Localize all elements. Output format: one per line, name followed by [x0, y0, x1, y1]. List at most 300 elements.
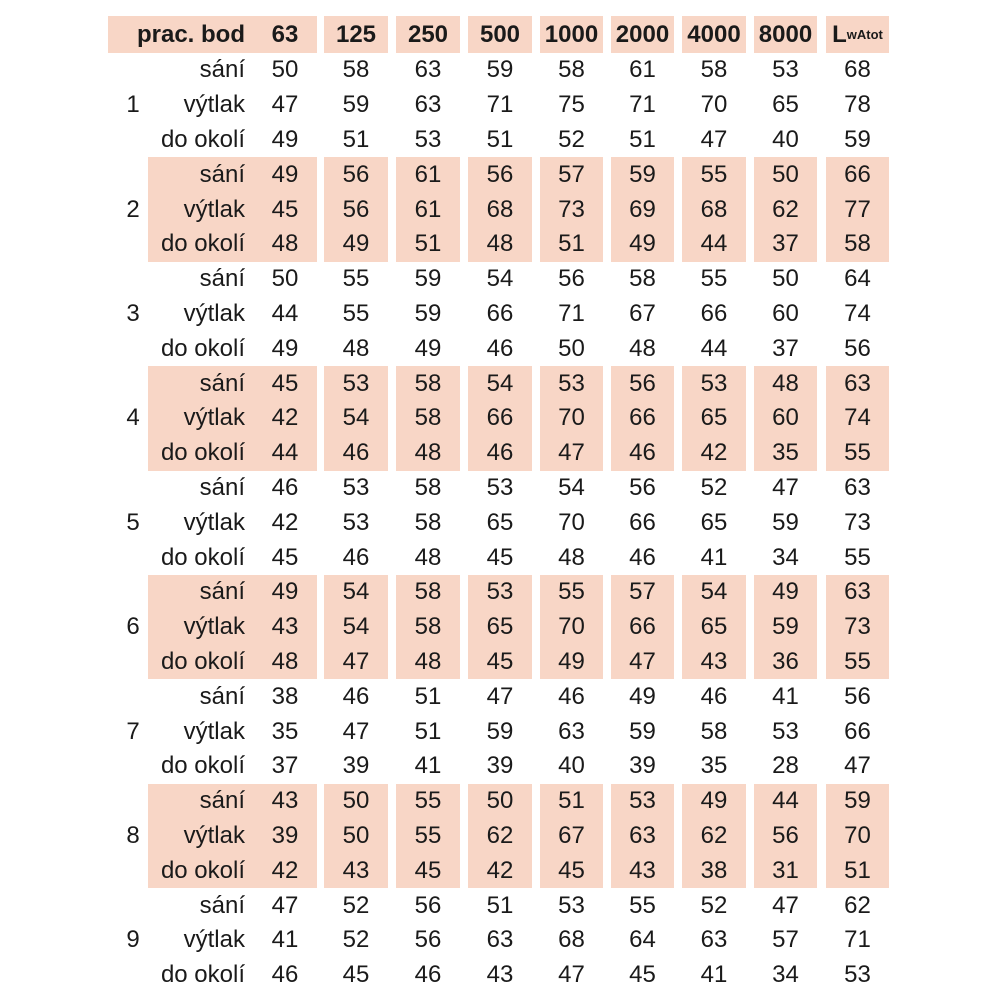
- value-cell: 50: [772, 265, 799, 293]
- table-row: [108, 819, 895, 854]
- value-cell: 59: [414, 299, 442, 327]
- table-row: [108, 645, 895, 680]
- value-cell: 51: [629, 125, 656, 153]
- value-cell: 51: [540, 784, 603, 819]
- value-cell: 57: [772, 926, 799, 954]
- noise-table: [108, 16, 895, 993]
- table-row: [108, 679, 895, 714]
- point-number: 9: [126, 926, 140, 954]
- value-cell: 40: [558, 752, 585, 780]
- value-cell: 50: [558, 334, 585, 362]
- value-cell: 71: [629, 91, 656, 119]
- value-cell: 53: [486, 473, 514, 501]
- row-label: do okolí: [160, 125, 245, 153]
- value-cell: 46: [611, 436, 674, 471]
- table-row: [108, 888, 895, 923]
- total-value-cell: 73: [844, 508, 871, 536]
- value-cell: 63: [558, 717, 585, 745]
- table-row: [108, 505, 895, 540]
- value-cell: 43: [253, 784, 317, 819]
- value-cell: 56: [324, 157, 388, 192]
- value-cell: 48: [468, 227, 532, 262]
- value-cell: 41: [414, 752, 442, 780]
- total-value-cell: 77: [826, 192, 889, 227]
- total-value-cell: 47: [844, 752, 871, 780]
- row-label: sání: [199, 682, 245, 710]
- value-cell: 68: [558, 926, 585, 954]
- row-label: sání: [199, 265, 245, 293]
- value-cell: 53: [468, 575, 532, 610]
- row-label: výtlak: [183, 404, 245, 432]
- total-value-cell: 62: [844, 891, 871, 919]
- row-label: do okolí: [160, 961, 245, 989]
- value-cell: 66: [629, 508, 656, 536]
- value-cell: 46: [700, 682, 728, 710]
- value-cell: 50: [271, 265, 299, 293]
- table-row: [108, 331, 895, 366]
- row-label: výtlak: [183, 717, 245, 745]
- value-cell: 46: [629, 543, 656, 571]
- value-cell: 39: [253, 819, 317, 854]
- total-value-cell: 58: [826, 227, 889, 262]
- value-cell: 59: [414, 265, 442, 293]
- table-row: [108, 575, 895, 610]
- value-cell: 46: [558, 682, 585, 710]
- value-cell: 53: [772, 56, 799, 84]
- value-cell: 45: [271, 543, 299, 571]
- table-row: [108, 958, 895, 993]
- table-row: [108, 88, 895, 123]
- table-row: [108, 610, 895, 645]
- value-cell: 52: [342, 926, 370, 954]
- value-cell: 52: [558, 125, 585, 153]
- value-cell: 66: [611, 610, 674, 645]
- value-cell: 50: [271, 56, 299, 84]
- value-cell: 45: [629, 961, 656, 989]
- value-cell: 73: [540, 192, 603, 227]
- value-cell: 63: [611, 819, 674, 854]
- row-label: sání: [199, 891, 245, 919]
- value-cell: 49: [271, 334, 299, 362]
- value-cell: 49: [540, 645, 603, 680]
- value-cell: 55: [540, 575, 603, 610]
- total-value-cell: 71: [844, 926, 871, 954]
- value-cell: 41: [772, 682, 799, 710]
- total-value-cell: 51: [826, 853, 889, 888]
- value-cell: 48: [629, 334, 656, 362]
- value-cell: 71: [486, 91, 514, 119]
- row-label: do okolí: [160, 230, 245, 258]
- value-cell: 63: [486, 926, 514, 954]
- value-cell: 58: [414, 508, 442, 536]
- value-cell: 47: [772, 891, 799, 919]
- value-cell: 49: [271, 125, 299, 153]
- value-cell: 48: [342, 334, 370, 362]
- value-cell: 56: [324, 192, 388, 227]
- table-row: [108, 227, 895, 262]
- value-cell: 61: [629, 56, 656, 84]
- value-cell: 56: [629, 473, 656, 501]
- value-cell: 49: [253, 157, 317, 192]
- value-cell: 62: [682, 819, 746, 854]
- value-cell: 47: [700, 125, 728, 153]
- value-cell: 47: [772, 473, 799, 501]
- value-cell: 49: [682, 784, 746, 819]
- row-label: sání: [199, 369, 245, 397]
- value-cell: 57: [540, 157, 603, 192]
- value-cell: 45: [468, 645, 532, 680]
- value-cell: 45: [342, 961, 370, 989]
- row-label: do okolí: [160, 439, 245, 467]
- row-label: sání: [199, 473, 245, 501]
- value-cell: 43: [682, 645, 746, 680]
- value-cell: 51: [414, 717, 442, 745]
- row-label: výtlak: [183, 299, 245, 327]
- value-cell: 65: [682, 401, 746, 436]
- value-cell: 63: [700, 926, 728, 954]
- value-cell: 65: [682, 610, 746, 645]
- value-cell: 52: [700, 473, 728, 501]
- value-cell: 67: [540, 819, 603, 854]
- value-cell: 53: [540, 366, 603, 401]
- table-row: [108, 714, 895, 749]
- value-cell: 46: [342, 682, 370, 710]
- value-cell: 66: [468, 401, 532, 436]
- value-cell: 45: [253, 366, 317, 401]
- value-cell: 54: [486, 265, 514, 293]
- value-cell: 53: [772, 717, 799, 745]
- value-cell: 58: [558, 56, 585, 84]
- value-cell: 70: [700, 91, 728, 119]
- total-value-cell: 59: [826, 784, 889, 819]
- total-value-cell: 55: [826, 436, 889, 471]
- total-value-cell: 66: [844, 717, 871, 745]
- value-cell: 58: [396, 401, 460, 436]
- value-cell: 49: [629, 682, 656, 710]
- row-label: výtlak: [183, 926, 245, 954]
- value-cell: 53: [342, 508, 370, 536]
- value-cell: 44: [253, 436, 317, 471]
- value-cell: 59: [629, 717, 656, 745]
- value-cell: 48: [253, 227, 317, 262]
- value-cell: 48: [558, 543, 585, 571]
- value-cell: 75: [558, 91, 585, 119]
- row-label: do okolí: [160, 543, 245, 571]
- value-cell: 50: [468, 784, 532, 819]
- table-row: [108, 401, 895, 436]
- point-number: 7: [126, 717, 140, 745]
- total-value-cell: 78: [844, 91, 871, 119]
- value-cell: 39: [486, 752, 514, 780]
- value-cell: 50: [324, 819, 388, 854]
- value-cell: 56: [468, 157, 532, 192]
- value-cell: 56: [414, 891, 442, 919]
- value-cell: 55: [396, 819, 460, 854]
- total-value-cell: 53: [844, 961, 871, 989]
- value-cell: 46: [271, 473, 299, 501]
- value-cell: 53: [558, 891, 585, 919]
- value-cell: 58: [629, 265, 656, 293]
- value-cell: 59: [486, 717, 514, 745]
- table-row: [108, 436, 895, 471]
- total-value-cell: 59: [844, 125, 871, 153]
- value-cell: 45: [253, 192, 317, 227]
- total-value-cell: 55: [844, 543, 871, 571]
- value-cell: 35: [754, 436, 817, 471]
- row-label: výtlak: [183, 508, 245, 536]
- value-cell: 51: [342, 125, 370, 153]
- value-cell: 65: [468, 610, 532, 645]
- value-cell: 65: [486, 508, 514, 536]
- value-cell: 49: [754, 575, 817, 610]
- table-row: [108, 123, 895, 158]
- total-value-cell: 56: [844, 682, 871, 710]
- value-cell: 63: [414, 56, 442, 84]
- value-cell: 47: [558, 961, 585, 989]
- value-cell: 62: [468, 819, 532, 854]
- value-cell: 59: [486, 56, 514, 84]
- value-cell: 53: [611, 784, 674, 819]
- row-label: sání: [199, 160, 245, 188]
- value-cell: 71: [558, 299, 585, 327]
- value-cell: 47: [486, 682, 514, 710]
- value-cell: 64: [629, 926, 656, 954]
- value-cell: 58: [396, 366, 460, 401]
- value-cell: 34: [772, 961, 799, 989]
- header-frequency-cell: 500: [468, 16, 532, 53]
- value-cell: 58: [700, 56, 728, 84]
- table-row: [108, 784, 895, 819]
- value-cell: 35: [700, 752, 728, 780]
- value-cell: 65: [700, 508, 728, 536]
- value-cell: 46: [324, 436, 388, 471]
- value-cell: 42: [253, 853, 317, 888]
- point-number: 2: [126, 195, 140, 223]
- value-cell: 53: [682, 366, 746, 401]
- value-cell: 48: [754, 366, 817, 401]
- value-cell: 52: [342, 891, 370, 919]
- value-cell: 59: [611, 157, 674, 192]
- value-cell: 54: [324, 401, 388, 436]
- table-row: [108, 53, 895, 88]
- header-label: prac. bod: [108, 16, 253, 53]
- table-row: [108, 297, 895, 332]
- value-cell: 56: [558, 265, 585, 293]
- value-cell: 55: [342, 299, 370, 327]
- value-cell: 46: [414, 961, 442, 989]
- total-value-cell: 63: [826, 366, 889, 401]
- value-cell: 42: [468, 853, 532, 888]
- total-value-cell: 74: [844, 299, 871, 327]
- value-cell: 40: [772, 125, 799, 153]
- value-cell: 48: [414, 543, 442, 571]
- value-cell: 44: [682, 227, 746, 262]
- value-cell: 41: [700, 543, 728, 571]
- value-cell: 47: [611, 645, 674, 680]
- value-cell: 49: [611, 227, 674, 262]
- header-frequency-cell: 8000: [754, 16, 817, 53]
- row-label: do okolí: [160, 334, 245, 362]
- point-number: 8: [126, 821, 140, 849]
- total-value-cell: 73: [826, 610, 889, 645]
- value-cell: 56: [414, 926, 442, 954]
- value-cell: 45: [540, 853, 603, 888]
- value-cell: 70: [558, 508, 585, 536]
- value-cell: 28: [772, 752, 799, 780]
- total-value-cell: 56: [844, 334, 871, 362]
- row-label: výtlak: [183, 195, 245, 223]
- table-row: [108, 540, 895, 575]
- total-value-cell: 66: [826, 157, 889, 192]
- value-cell: 60: [754, 401, 817, 436]
- value-cell: 57: [611, 575, 674, 610]
- value-cell: 47: [342, 717, 370, 745]
- value-cell: 54: [468, 366, 532, 401]
- value-cell: 56: [754, 819, 817, 854]
- total-value-cell: 63: [826, 575, 889, 610]
- total-value-cell: 64: [844, 265, 871, 293]
- row-label: výtlak: [183, 91, 245, 119]
- value-cell: 59: [342, 91, 370, 119]
- value-cell: 48: [396, 436, 460, 471]
- value-cell: 47: [324, 645, 388, 680]
- point-number: 1: [126, 91, 140, 119]
- row-label: do okolí: [160, 647, 245, 675]
- table-row: [108, 853, 895, 888]
- total-value-cell: 70: [826, 819, 889, 854]
- value-cell: 41: [700, 961, 728, 989]
- value-cell: 53: [414, 125, 442, 153]
- value-cell: 36: [754, 645, 817, 680]
- total-subscript: wAtot: [846, 27, 883, 42]
- total-value-cell: 74: [826, 401, 889, 436]
- value-cell: 35: [271, 717, 299, 745]
- value-cell: 54: [682, 575, 746, 610]
- value-cell: 46: [271, 961, 299, 989]
- value-cell: 50: [754, 157, 817, 192]
- total-value-cell: 63: [844, 473, 871, 501]
- value-cell: 43: [611, 853, 674, 888]
- table-row: [108, 471, 895, 506]
- value-cell: 46: [468, 436, 532, 471]
- value-cell: 55: [396, 784, 460, 819]
- value-cell: 54: [324, 610, 388, 645]
- value-cell: 55: [700, 265, 728, 293]
- row-label: výtlak: [183, 613, 245, 641]
- value-cell: 38: [271, 682, 299, 710]
- header-frequency-cell: 250: [396, 16, 460, 53]
- header-frequency-cell: 125: [324, 16, 388, 53]
- value-cell: 54: [558, 473, 585, 501]
- value-cell: 61: [396, 192, 460, 227]
- value-cell: 59: [754, 610, 817, 645]
- header-frequency-cell: 1000: [540, 16, 603, 53]
- value-cell: 42: [271, 508, 299, 536]
- value-cell: 43: [324, 853, 388, 888]
- value-cell: 49: [414, 334, 442, 362]
- row-label: do okolí: [160, 856, 245, 884]
- value-cell: 43: [253, 610, 317, 645]
- total-value-cell: 55: [826, 645, 889, 680]
- value-cell: 67: [629, 299, 656, 327]
- value-cell: 68: [468, 192, 532, 227]
- value-cell: 44: [700, 334, 728, 362]
- value-cell: 58: [342, 56, 370, 84]
- total-symbol: L: [832, 20, 847, 48]
- table-row: [108, 157, 895, 192]
- value-cell: 52: [700, 891, 728, 919]
- value-cell: 50: [324, 784, 388, 819]
- value-cell: 63: [414, 91, 442, 119]
- table-row: [108, 366, 895, 401]
- value-cell: 31: [754, 853, 817, 888]
- value-cell: 48: [253, 645, 317, 680]
- value-cell: 41: [271, 926, 299, 954]
- value-cell: 48: [396, 645, 460, 680]
- value-cell: 51: [486, 125, 514, 153]
- total-value-cell: 68: [844, 56, 871, 84]
- value-cell: 54: [324, 575, 388, 610]
- row-label: sání: [199, 787, 245, 815]
- value-cell: 65: [772, 91, 799, 119]
- value-cell: 45: [396, 853, 460, 888]
- value-cell: 70: [540, 610, 603, 645]
- header-frequency-cell: 4000: [682, 16, 746, 53]
- value-cell: 46: [342, 543, 370, 571]
- value-cell: 51: [414, 682, 442, 710]
- value-cell: 45: [486, 543, 514, 571]
- value-cell: 47: [540, 436, 603, 471]
- value-cell: 55: [629, 891, 656, 919]
- value-cell: 46: [486, 334, 514, 362]
- value-cell: 39: [629, 752, 656, 780]
- value-cell: 38: [682, 853, 746, 888]
- value-cell: 58: [396, 575, 460, 610]
- value-cell: 66: [611, 401, 674, 436]
- value-cell: 60: [772, 299, 799, 327]
- value-cell: 44: [754, 784, 817, 819]
- header-frequency-cell: 63: [253, 16, 317, 53]
- value-cell: 37: [754, 227, 817, 262]
- value-cell: 66: [486, 299, 514, 327]
- point-number: 3: [126, 299, 140, 327]
- value-cell: 44: [271, 299, 299, 327]
- value-cell: 58: [700, 717, 728, 745]
- value-cell: 47: [271, 91, 299, 119]
- value-cell: 42: [682, 436, 746, 471]
- value-cell: 58: [396, 610, 460, 645]
- value-cell: 69: [611, 192, 674, 227]
- value-cell: 34: [772, 543, 799, 571]
- value-cell: 70: [540, 401, 603, 436]
- point-number: 5: [126, 508, 140, 536]
- value-cell: 53: [342, 473, 370, 501]
- value-cell: 68: [682, 192, 746, 227]
- table-row: [108, 923, 895, 958]
- row-label: sání: [199, 578, 245, 606]
- value-cell: 49: [253, 575, 317, 610]
- value-cell: 47: [271, 891, 299, 919]
- value-cell: 61: [396, 157, 460, 192]
- header-total-cell: [826, 16, 889, 53]
- value-cell: 37: [772, 334, 799, 362]
- value-cell: 43: [486, 961, 514, 989]
- value-cell: 49: [324, 227, 388, 262]
- value-cell: 55: [682, 157, 746, 192]
- value-cell: 42: [253, 401, 317, 436]
- table-row: [108, 262, 895, 297]
- point-number: 6: [126, 613, 140, 641]
